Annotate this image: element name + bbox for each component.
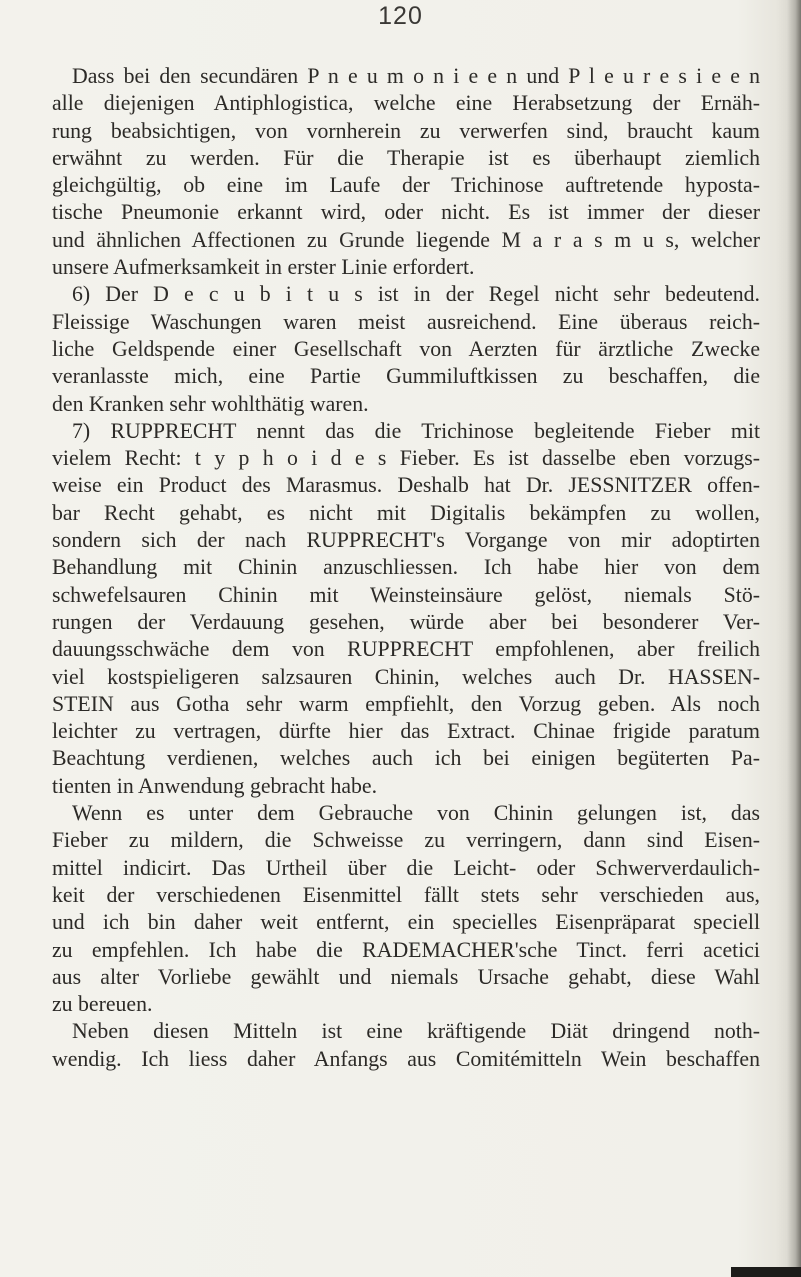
text-line: bar Recht gehabt, es nicht mit Digitalis bekämpfen zu wollen, — [52, 500, 760, 525]
text-line: leichter zu vertragen, dürfte hier das Extract. Chinae frigide paratum — [52, 719, 760, 744]
text-line: mittel indicirt. Das Urtheil über die Leicht- oder Schwerverdaulich- — [52, 855, 760, 880]
text-line: viel kostspieligeren salzsauren Chinin, welches auch Dr. HASSEN- — [52, 664, 760, 689]
text-line: vielem Recht: t y p h o i d e s Fieber. Es ist dasselbe eben vorzugs- — [52, 446, 760, 471]
text-line: unsere Aufmerksamkeit in erster Linie erfordert. — [52, 255, 475, 280]
body-text — [52, 63, 760, 1073]
text-line: weise ein Product des Marasmus. Deshalb hat Dr. JESSNITZER offen- — [52, 473, 760, 498]
page-corner-dark — [731, 1267, 801, 1277]
text-line: schwefelsauren Chinin mit Weinsteinsäure gelöst, niemals Stö- — [52, 582, 760, 607]
text-line: Wenn es unter dem Gebrauche von Chinin gelungen ist, das — [72, 801, 760, 826]
page-edge-shadow — [787, 0, 801, 1277]
text-line: STEIN aus Gotha sehr warm empfiehlt, den Vorzug geben. Als noch — [52, 691, 760, 716]
text-line: rung beabsichtigen, von vornherein zu verwerfen sind, braucht kaum — [52, 118, 760, 143]
text-line: rungen der Verdauung gesehen, würde aber bei besonderer Ver- — [52, 609, 760, 634]
text-line: tische Pneumonie erkannt wird, oder nicht. Es ist immer der dieser — [52, 200, 760, 225]
text-line: alle diejenigen Antiphlogistica, welche eine Herabsetzung der Ernäh- — [52, 91, 760, 116]
text-line: den Kranken sehr wohlthätig waren. — [52, 391, 369, 416]
text-line: tienten in Anwendung gebracht habe. — [52, 773, 378, 798]
text-line: und ähnlichen Affectionen zu Grunde liegende M a r a s m u s, welcher — [52, 227, 760, 252]
text-line: Neben diesen Mitteln ist eine kräftigende Diät dringend noth- — [72, 1019, 760, 1044]
text-line: Behandlung mit Chinin anzuschliessen. Ich habe hier von dem — [52, 555, 760, 580]
text-line: gleichgültig, ob eine im Laufe der Trichinose auftretende hyposta- — [52, 173, 760, 198]
text-line: Fieber zu mildern, die Schweisse zu verringern, dann sind Eisen- — [52, 828, 760, 853]
text-line: zu bereuen. — [52, 992, 153, 1017]
text-line: aus alter Vorliebe gewählt und niemals Ursache gehabt, diese Wahl — [52, 964, 760, 989]
text-line: erwähnt zu werden. Für die Therapie ist es überhaupt ziemlich — [52, 145, 760, 170]
text-line: wendig. Ich liess daher Anfangs aus Comitémitteln Wein beschaffen — [52, 1046, 760, 1071]
text-line: Beachtung verdienen, welches auch ich bei einigen begüterten Pa- — [52, 746, 760, 771]
text-line: keit der verschiedenen Eisenmittel fällt stets sehr verschieden aus, — [52, 882, 760, 907]
text-line: 7) RUPPRECHT nennt das die Trichinose begleitende Fieber mit — [72, 418, 760, 443]
text-line: veranlasste mich, eine Partie Gummiluftkissen zu beschaffen, die — [52, 364, 760, 389]
text-line: zu empfehlen. Ich habe die RADEMACHER'sche Tinct. ferri acetici — [52, 937, 760, 962]
text-line: liche Geldspende einer Gesellschaft von Aerzten für ärztliche Zwecke — [52, 336, 760, 361]
text-line: sondern sich der nach RUPPRECHT's Vorgange von mir adoptirten — [52, 528, 760, 553]
page-number: 120 — [378, 2, 423, 30]
text-line: Dass bei den secundären P n e u m o n i e e n und P l e u r e s i e e n — [72, 64, 760, 88]
text-line: 6) Der D e c u b i t u s ist in der Regel nicht sehr bedeutend. — [72, 282, 760, 307]
text-line: und ich bin daher weit entfernt, ein specielles Eisenpräparat speciell — [52, 910, 760, 935]
text-line: dauungsschwäche dem von RUPPRECHT empfohlenen, aber freilich — [52, 637, 760, 662]
text-line: Fleissige Waschungen waren meist ausreichend. Eine überaus reich- — [52, 309, 760, 334]
